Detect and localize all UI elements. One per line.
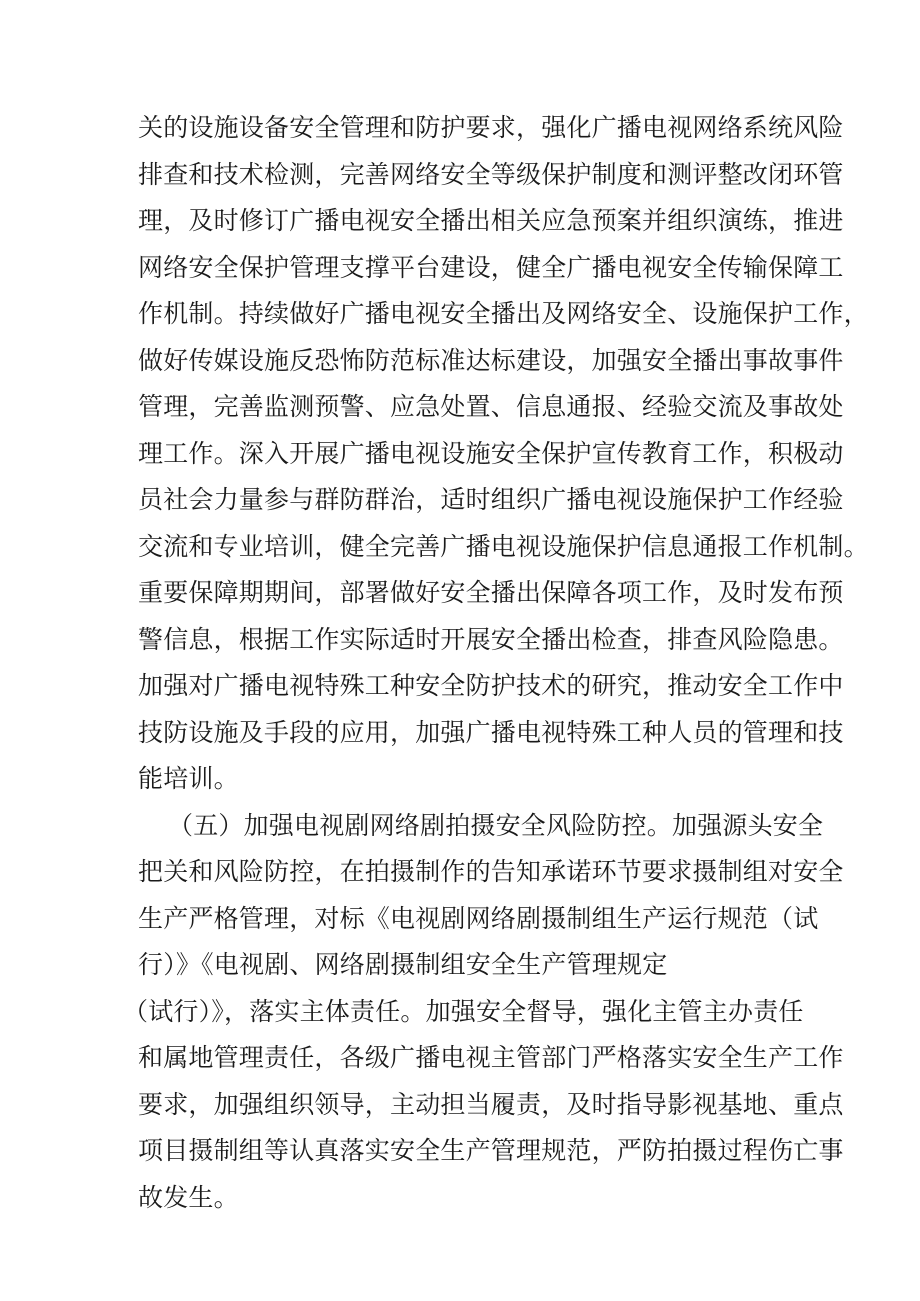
text-line: 能培训。 <box>138 764 239 793</box>
text-line: 警信息，根据工作实际适时开展安全播出检查，排查风险隐患。 <box>138 624 844 654</box>
text-line: 行）》《电视剧、网络剧摄制组安全生产管理规定 <box>138 950 668 979</box>
text-line: 排查和技术检测，完善网络安全等级保护制度和测评整改闭环管 <box>138 159 844 189</box>
text-line: 理工作。深入开展广播电视设施安全保护宣传教育工作，积极动 <box>138 438 844 468</box>
text-line: 重要保障期期间，部署做好安全播出保障各项工作，及时发布预 <box>138 578 844 607</box>
text-line: 交流和专业培训，健全完善广播电视设施保护信息通报工作机制。 <box>138 531 869 561</box>
text-line: 加强对广播电视特殊工种安全防护技术的研究，推动安全工作中 <box>138 671 844 700</box>
text-line: 故发生。 <box>138 1182 239 1212</box>
text-line: 技防设施及手段的应用，加强广播电视特殊工种人员的管理和技 <box>138 717 844 747</box>
text-line: 生产严格管理，对标《电视剧网络剧摄制组生产运行规范（试 <box>138 903 819 933</box>
text-line: （试行）》，落实主体责任。加强安全督导，强化主管主办责任 <box>123 996 804 1026</box>
text-line: 做好传媒设施反恐怖防范标准达标建设，加强安全播出事故事件 <box>138 345 844 375</box>
text-line: 理，及时修订广播电视安全播出相关应急预案并组织演练，推进 <box>138 206 844 235</box>
section-heading-line: （五）加强电视剧网络剧拍摄安全风险防控。加强源头安全 <box>168 810 824 840</box>
text-line: 网络安全保护管理支撑平台建设，健全广播电视安全传输保障工 <box>138 252 844 282</box>
document-body <box>123 105 869 1221</box>
paragraph-2 <box>123 803 844 1222</box>
paragraph-1 <box>138 105 869 803</box>
text-line: 把关和风险防控，在拍摄制作的告知承诺环节要求摄制组对安全 <box>138 857 844 886</box>
text-line: 要求，加强组织领导，主动担当履责，及时指导影视基地、重点 <box>138 1089 844 1119</box>
text-line: 项目摄制组等认真落实安全生产管理规范，严防拍摄过程伤亡事 <box>138 1136 844 1165</box>
text-line: 管理，完善监测预警、应急处置、信息通报、经验交流及事故处 <box>138 392 844 421</box>
text-line: 关的设施设备安全管理和防护要求，强化广播电视网络系统风险 <box>138 113 844 142</box>
text-line: 作机制。持续做好广播电视安全播出及网络安全、设施保护工作， <box>138 299 869 328</box>
text-line: 和属地管理责任，各级广播电视主管部门严格落实安全生产工作 <box>138 1043 844 1072</box>
text-line: 员社会力量参与群防群治，适时组织广播电视设施保护工作经验 <box>138 485 844 514</box>
